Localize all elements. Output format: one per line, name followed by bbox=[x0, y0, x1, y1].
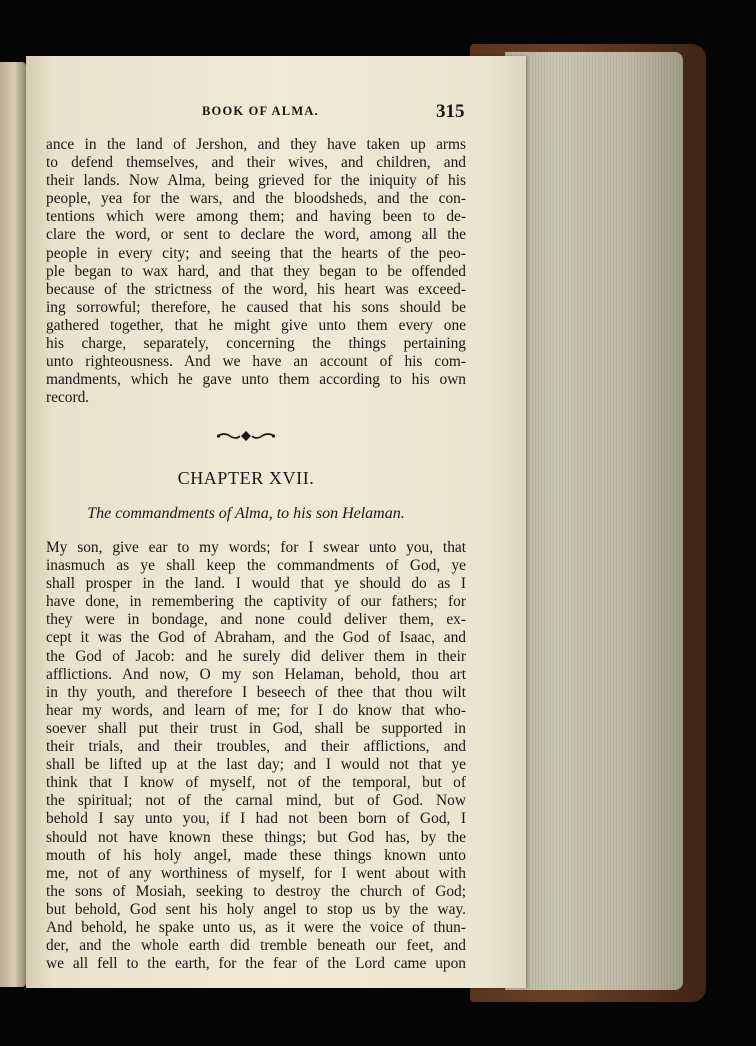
chapter-subtitle: The commandments of Alma, to his son Helaman. bbox=[87, 505, 405, 522]
left-page-sliver bbox=[0, 62, 26, 987]
text-line: cept it was the God of Abraham, and the God of Isaac, and bbox=[46, 629, 466, 647]
text-line: And behold, he spake unto us, as it were the voice of thun- bbox=[46, 918, 466, 936]
text-line: gathered together, that he might give unto them every one bbox=[46, 316, 466, 334]
text-line: people in every city; and seeing that the hearts of the peo- bbox=[46, 244, 466, 262]
page-stack-edge bbox=[505, 52, 683, 990]
text-line: the God of Jacob: and he surely did deliver them in their bbox=[46, 647, 466, 665]
text-line: the sons of Mosiah, seeking to destroy the church of God; bbox=[46, 882, 466, 900]
text-line: their lands. Now Alma, being grieved for the iniquity of his bbox=[46, 172, 466, 190]
text-line: think that I know of myself, not of the temporal, but of bbox=[46, 774, 466, 792]
running-title: BOOK OF ALMA. bbox=[202, 104, 319, 118]
text-line: they were in bondage, and none could deliver them, ex- bbox=[46, 611, 466, 629]
text-line: ple began to wax hard, and that they began to be offended bbox=[46, 262, 466, 280]
text-line: shall prosper in the land. I would that ye should do as I bbox=[46, 575, 466, 593]
text-line: people, yea for the wars, and the bloodsheds, and the con- bbox=[46, 190, 466, 208]
text-line: inasmuch as ye shall keep the commandments of God, ye bbox=[46, 557, 466, 575]
text-line: mouth of his holy angel, made these things known unto bbox=[46, 846, 466, 864]
text-line: ance in the land of Jershon, and they have taken up arms bbox=[46, 136, 466, 153]
text-line: soever shall put their trust in God, shall be supported in bbox=[46, 719, 466, 737]
text-line: tentions which were among them; and having been to de- bbox=[46, 208, 466, 226]
text-line: have done, in remembering the captivity of our fathers; for bbox=[46, 593, 466, 611]
text-line: his charge, separately, concerning the things pertaining bbox=[46, 335, 466, 353]
running-head bbox=[26, 101, 526, 128]
text-line: to defend themselves, and their wives, and children, and bbox=[46, 154, 466, 172]
text-line: der, and the whole earth did tremble beneath our feet, and bbox=[46, 937, 466, 955]
page-number: 315 bbox=[436, 101, 465, 122]
text-line: me, not of any worthiness of myself, for I went about with bbox=[46, 864, 466, 882]
text-line: because of the strictness of the word, his heart was exceed- bbox=[46, 280, 466, 298]
text-line: should not have known these things; but God has, by the bbox=[46, 828, 466, 846]
text-line: hear my words, and learn of me; for I do know that who- bbox=[46, 701, 466, 719]
text-line: we all fell to the earth, for the fear of the Lord came upon bbox=[46, 955, 466, 973]
text-line: but behold, God sent his holy angel to stop us by the way. bbox=[46, 900, 466, 918]
printer-ornament-icon bbox=[216, 429, 276, 443]
text-line: mandments, which he gave unto them according to his own bbox=[46, 371, 466, 389]
text-line: My son, give ear to my words; for I swear unto you, that bbox=[46, 539, 466, 556]
text-line: the spiritual; not of the carnal mind, but of God. Now bbox=[46, 792, 466, 810]
text-line: clare the word, or sent to declare the word, among all the bbox=[46, 226, 466, 244]
text-line: ing sorrowful; therefore, he caused that his sons should be bbox=[46, 298, 466, 316]
book-page bbox=[26, 56, 526, 988]
text-line: record. bbox=[46, 389, 90, 407]
text-line: their trials, and their troubles, and their afflictions, and bbox=[46, 738, 466, 756]
text-line: behold I say unto you, if I had not been born of God, I bbox=[46, 810, 466, 828]
text-line: afflictions. And now, O my son Helaman, behold, thou art bbox=[46, 665, 466, 683]
paragraph-2 bbox=[46, 539, 466, 973]
text-line: shall be lifted up at the last day; and I would not that ye bbox=[46, 756, 466, 774]
text-line: unto righteousness. And we have an account of his com- bbox=[46, 353, 466, 371]
chapter-title: CHAPTER XVII. bbox=[177, 468, 315, 488]
text-line: in thy youth, and therefore I beseech of thee that thou wilt bbox=[46, 683, 466, 701]
paragraph-1 bbox=[46, 136, 466, 407]
